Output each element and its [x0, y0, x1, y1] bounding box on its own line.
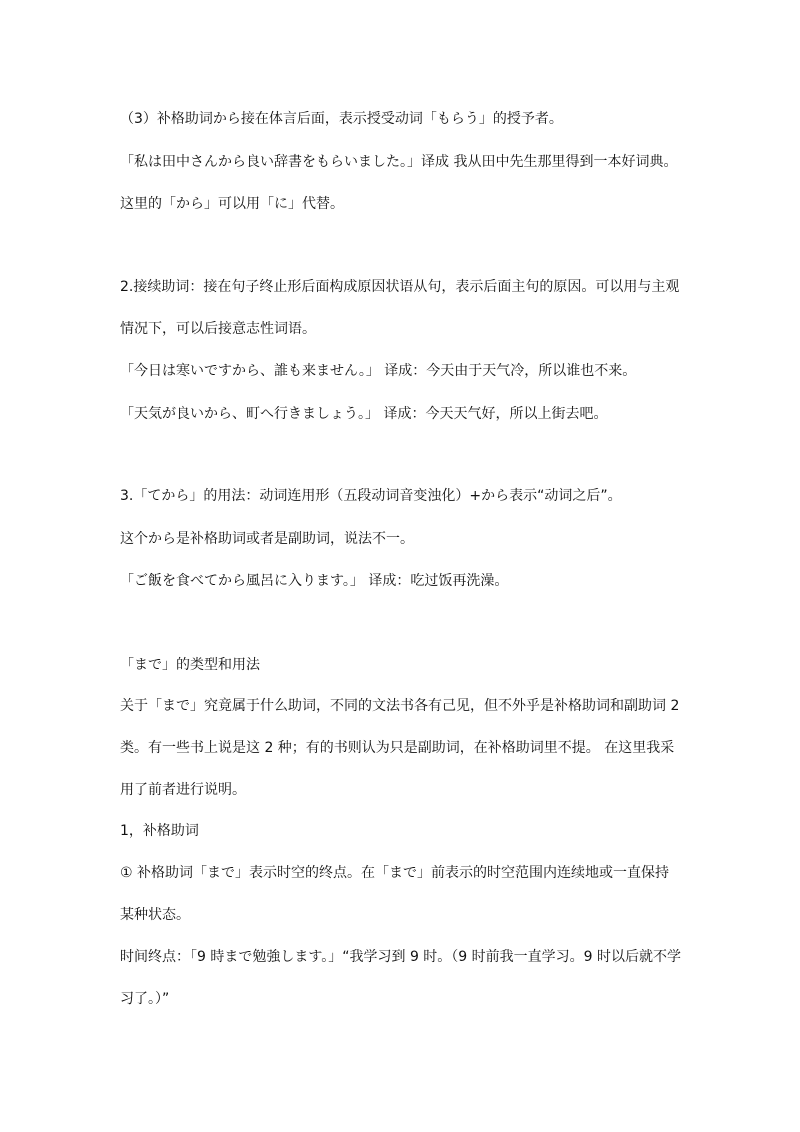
paragraph-line: 用了前者进行说明。: [120, 782, 246, 798]
paragraph-line: 2.接续助词：接在句子终止形后面构成原因状语从句，表示后面主句的原因。可以用与主观: [120, 279, 680, 295]
paragraph-line: 情况下，可以后接意志性词语。: [120, 321, 316, 337]
paragraph-line: （3）补格助词から接在体言后面，表示授受动词「もらう」的授予者。: [120, 111, 563, 127]
paragraph-line: 某种状态。: [120, 907, 190, 923]
paragraph-line: 类。有一些书上说是这 2 种；有的书则认为只是副助词，在补格助词里不提。 在这里我采: [120, 740, 675, 756]
subsection-heading: 1，补格助词: [120, 823, 199, 839]
paragraph-line: ① 补格助词「まで」表示时空的终点。在「まで」前表示的时空范围内连续地或一直保持: [120, 865, 669, 881]
paragraph-line: 3.「てから」的用法：动词连用形（五段动词音变浊化）+から表示“动词之后”。: [120, 488, 622, 504]
paragraph-line: 习了。）”: [120, 991, 170, 1007]
section-heading: 「まで」的类型和用法: [120, 657, 260, 673]
paragraph-line: 关于「まで」究竟属于什么助词，不同的文法书各有己见，但不外乎是补格助词和副助词 2: [120, 698, 680, 714]
paragraph-line: 这个から是补格助词或者是副助词，说法不一。: [120, 531, 414, 547]
paragraph-line: 「今日は寒いですから、誰も来ません。」 译成：今天由于天气冷，所以谁也不来。: [120, 363, 637, 379]
paragraph-line: 这里的「から」可以用「に」代替。: [120, 196, 344, 212]
paragraph-line: 「天気が良いから、町へ行きましょう。」 译成：今天天气好，所以上街去吧。: [120, 406, 608, 422]
paragraph-line: 「ご飯を食べてから風呂に入ります。」 译成：吃过饭再洗澡。: [120, 573, 509, 589]
paragraph-line: 时间终点：「9 時まで勉強します。」“我学习到 9 时。（9 时前我一直学习。9 时以后就不学: [120, 949, 682, 965]
paragraph-line: 「私は田中さんから良い辞書をもらいました。」译成 我从田中先生那里得到一本好词典。: [120, 154, 678, 170]
